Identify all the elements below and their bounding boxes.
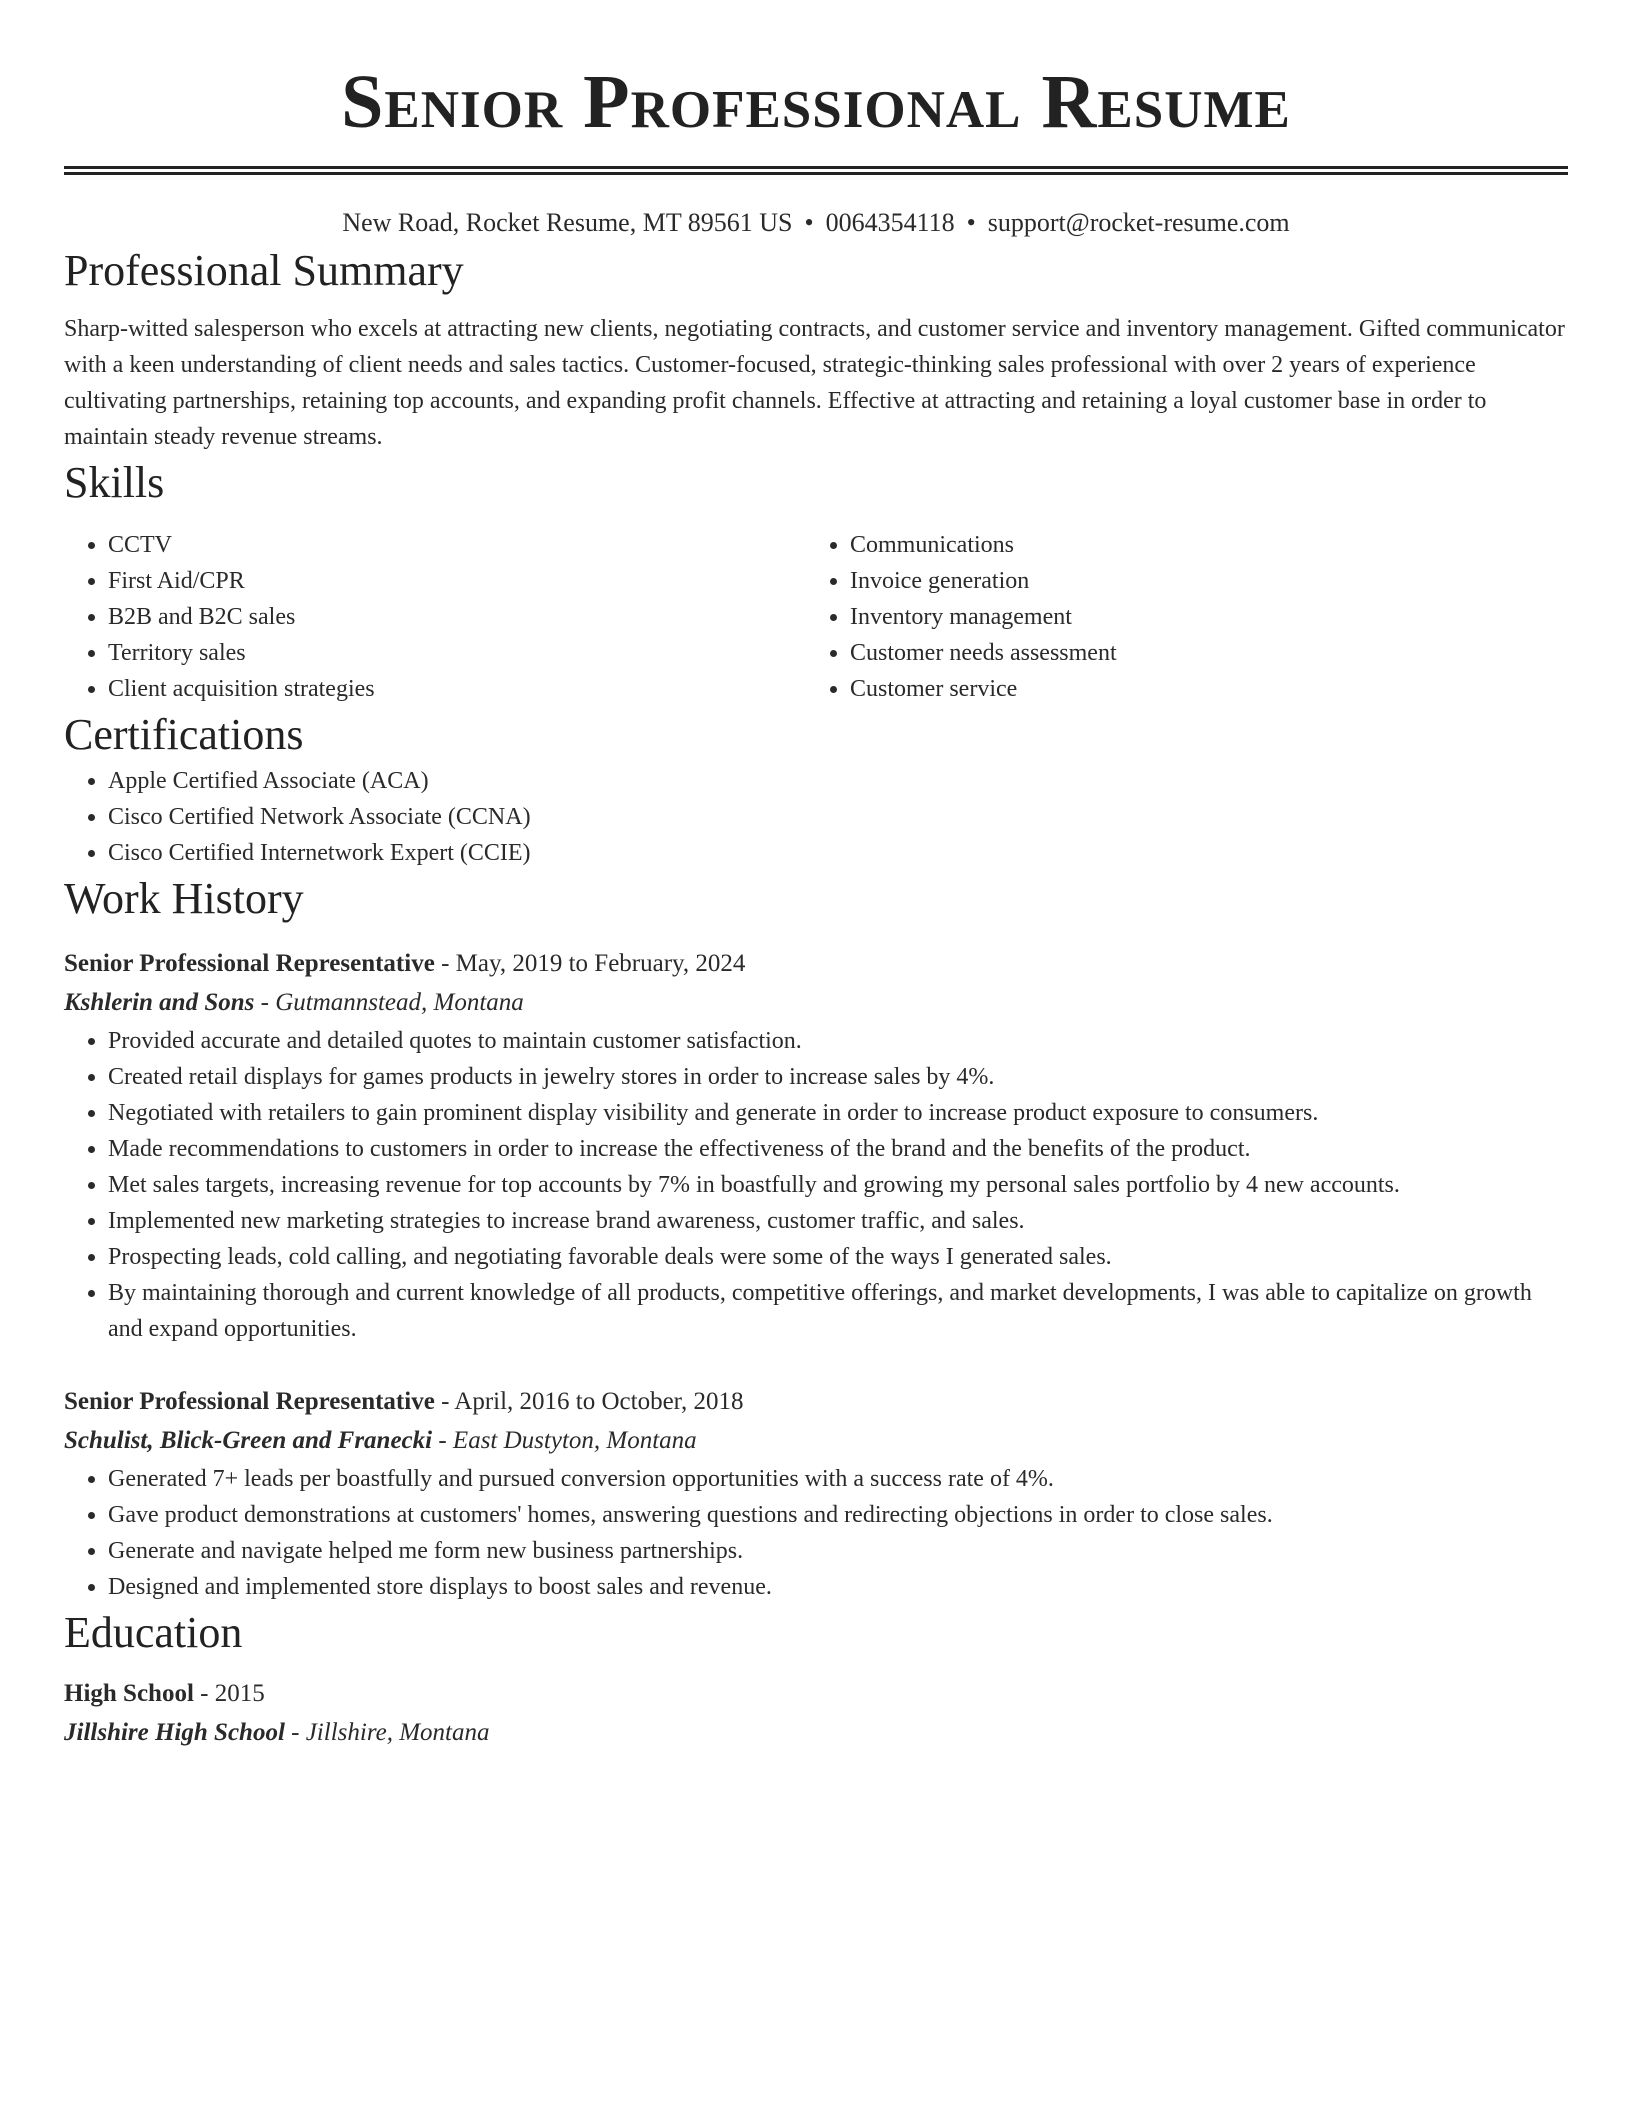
skills-column-left bbox=[64, 527, 806, 707]
company-line bbox=[64, 983, 1568, 1023]
duty-item: • Generated 7+ leads per boastfully and pursued conversion opportunities with a success rate of 4%. bbox=[108, 1461, 1568, 1497]
degree: High School bbox=[64, 1680, 194, 1707]
skill-item: • B2B and B2C sales bbox=[108, 599, 806, 635]
certifications-heading: Certifications bbox=[64, 710, 304, 759]
skills-column-right bbox=[806, 527, 1548, 707]
skill-item: • CCTV bbox=[108, 527, 806, 563]
job-entry bbox=[64, 945, 1568, 1347]
school-line bbox=[64, 1713, 1568, 1753]
contact-separator: • bbox=[804, 208, 814, 237]
duty-item: • Met sales targets, increasing revenue for top accounts by 7% in boastfully and growing my personal sales portfolio by 4 new accounts. bbox=[108, 1167, 1568, 1203]
certification-item: • Cisco Certified Network Associate (CCNA) bbox=[108, 799, 1568, 835]
skills-columns bbox=[64, 527, 1568, 707]
skill-item: • Invoice generation bbox=[850, 563, 1548, 599]
work-history-heading: Work History bbox=[64, 874, 304, 923]
education-heading: Education bbox=[64, 1608, 243, 1657]
summary-heading: Professional Summary bbox=[64, 246, 464, 295]
graduation-year: - 2015 bbox=[193, 1680, 265, 1707]
skill-item: • First Aid/CPR bbox=[108, 563, 806, 599]
degree-line bbox=[64, 1675, 1568, 1713]
duty-item: • Designed and implemented store displays to boost sales and revenue. bbox=[108, 1569, 1568, 1605]
duty-item: • Implemented new marketing strategies to increase brand awareness, customer traffic, and sales. bbox=[108, 1203, 1568, 1239]
school-name: Jillshire High School bbox=[64, 1719, 285, 1746]
skill-item: • Territory sales bbox=[108, 635, 806, 671]
job-duties-list bbox=[64, 1461, 1568, 1605]
duty-item: • Provided accurate and detailed quotes to maintain customer satisfaction. bbox=[108, 1023, 1568, 1059]
title-divider bbox=[64, 166, 1568, 175]
certification-item: • Apple Certified Associate (ACA) bbox=[108, 763, 1568, 799]
skill-item: • Inventory management bbox=[850, 599, 1548, 635]
school-location: - Jillshire, Montana bbox=[284, 1719, 490, 1746]
duty-item: • Made recommendations to customers in order to increase the effectiveness of the brand and the benefits of the product. bbox=[108, 1131, 1568, 1167]
skill-item: • Customer service bbox=[850, 671, 1548, 707]
job-dates: - April, 2016 to October, 2018 bbox=[434, 1388, 744, 1415]
duty-item: • Gave product demonstrations at customers' homes, answering questions and redirecting objections in order to close sales. bbox=[108, 1497, 1568, 1533]
skills-list-left bbox=[64, 527, 806, 707]
company-location: - Gutmannstead, Montana bbox=[254, 989, 524, 1016]
duty-item: • Prospecting leads, cold calling, and negotiating favorable deals were some of the ways I generated sales. bbox=[108, 1239, 1568, 1275]
contact-phone: 0064354118 bbox=[825, 208, 955, 237]
company-location: - East Dustyton, Montana bbox=[432, 1427, 697, 1454]
contact-line bbox=[64, 203, 1568, 243]
job-title-line bbox=[64, 945, 1568, 983]
skill-item: • Customer needs assessment bbox=[850, 635, 1548, 671]
job-entry bbox=[64, 1383, 1568, 1605]
job-title: Senior Professional Representative bbox=[64, 950, 435, 977]
contact-separator: • bbox=[966, 208, 976, 237]
job-title-line bbox=[64, 1383, 1568, 1421]
company-name: Schulist, Blick-Green and Franecki bbox=[64, 1427, 433, 1454]
duty-item: • Negotiated with retailers to gain prominent display visibility and generate in order to increase product exposure to consumers. bbox=[108, 1095, 1568, 1131]
certifications-list bbox=[64, 763, 1568, 871]
job-dates: - May, 2019 to February, 2024 bbox=[434, 950, 746, 977]
duty-item: • Created retail displays for games products in jewelry stores in order to increase sales by 4%. bbox=[108, 1059, 1568, 1095]
company-name: Kshlerin and Sons bbox=[64, 989, 255, 1016]
skills-list-right bbox=[806, 527, 1548, 707]
skill-item: • Client acquisition strategies bbox=[108, 671, 806, 707]
contact-address: New Road, Rocket Resume, MT 89561 US bbox=[342, 208, 793, 237]
summary-text: Sharp-witted salesperson who excels at attracting new clients, negotiating contracts, and customer service and inventory management. Gifted communicator with a keen understanding of client needs and sales tactics. Customer-focused, strategic-thinking sales professional with over 2 years of experience cultivating partnerships, retaining top accounts, and expanding profit channels. Effective at attracting and retaining a loyal customer base in order to maintain steady revenue streams. bbox=[64, 316, 1565, 450]
education-entry bbox=[64, 1675, 1568, 1753]
duty-item: • Generate and navigate helped me form new business partnerships. bbox=[108, 1533, 1568, 1569]
job-duties-list bbox=[64, 1023, 1568, 1347]
resume-title: Senior Professional Resume bbox=[341, 60, 1291, 144]
skills-heading: Skills bbox=[64, 458, 165, 507]
company-line bbox=[64, 1421, 1568, 1461]
contact-email: support@rocket-resume.com bbox=[987, 208, 1290, 237]
job-title: Senior Professional Representative bbox=[64, 1388, 435, 1415]
duty-item: • By maintaining thorough and current knowledge of all products, competitive offerings, and market developments, I was able to capitalize on growth and expand opportunities. bbox=[108, 1275, 1568, 1347]
certification-item: • Cisco Certified Internetwork Expert (CCIE) bbox=[108, 835, 1568, 871]
skill-item: • Communications bbox=[850, 527, 1548, 563]
